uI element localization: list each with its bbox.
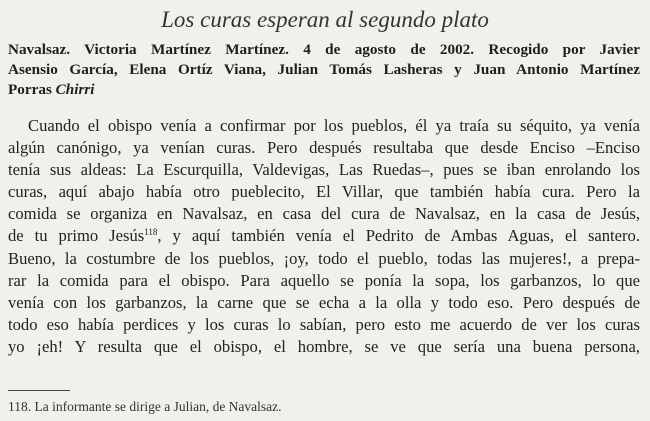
document-page <box>8 0 642 421</box>
byline-line <box>8 80 640 100</box>
page-title: Los curas esperan al segundo plato <box>161 7 489 32</box>
body-line: rar la comida para el obispo. Para aquello se ponía la sopa, los garbanzos, lo que <box>8 270 640 290</box>
body-line: algún canónigo, ya venían curas. Pero después resultaba que desde Enciso –Enciso <box>8 138 640 158</box>
body-line: curas, aquí abajo había otro pueblecito, El Villar, que también había cura. Pero la <box>8 182 640 202</box>
body-text-fragment: de tu primo Jesús <box>8 226 145 246</box>
footnote-divider <box>8 390 70 391</box>
body-line: todo eso había perdices y los curas lo sabían, pero esto me acuerdo de ver los curas <box>8 314 640 334</box>
body-line <box>8 225 640 247</box>
byline-text: Porras <box>8 81 52 98</box>
byline-nickname: Chirri <box>55 81 95 98</box>
byline-line: Asensio García, Elena Ortíz Viana, Julian Tomás Lasheras y Juan Antonio Martínez <box>8 61 640 78</box>
byline-line: Navalsaz. Victoria Martínez Martínez. 4 de agosto de 2002. Recogido por Javier <box>8 41 640 58</box>
body-line: yo ¡eh! Y resulta que el obispo, el hombre, se ve que sería una buena persona, <box>8 336 640 356</box>
byline <box>8 40 640 100</box>
body-text-fragment: , y aquí también venía el Pedrito de Ambas Aguas, el santero. <box>157 226 641 246</box>
body-line: comida se organiza en Navalsaz, en casa del cura de Navalsaz, en la casa de Jesús, <box>8 204 640 224</box>
footnote: 118. La informante se dirige a Julian, de Navalsaz. <box>8 399 282 414</box>
footnote-reference: 118 <box>144 227 158 238</box>
body-line: venía con los garbanzos, la carne que se echa a la olla y todo eso. Pero después de <box>8 292 640 312</box>
body-line: tenía sus aldeas: La Escurquilla, Valdevigas, Las Ruedas–, pues se iban enrolando los <box>8 160 640 180</box>
body-line: Bueno, la costumbre de los pueblos, ¡oy, todo el pueblo, todas las mujeres!, a prepa- <box>8 248 640 268</box>
body-line: Cuando el obispo venía a confirmar por los pueblos, él ya traía su séquito, ya venía <box>28 116 640 135</box>
body-text <box>8 115 640 358</box>
